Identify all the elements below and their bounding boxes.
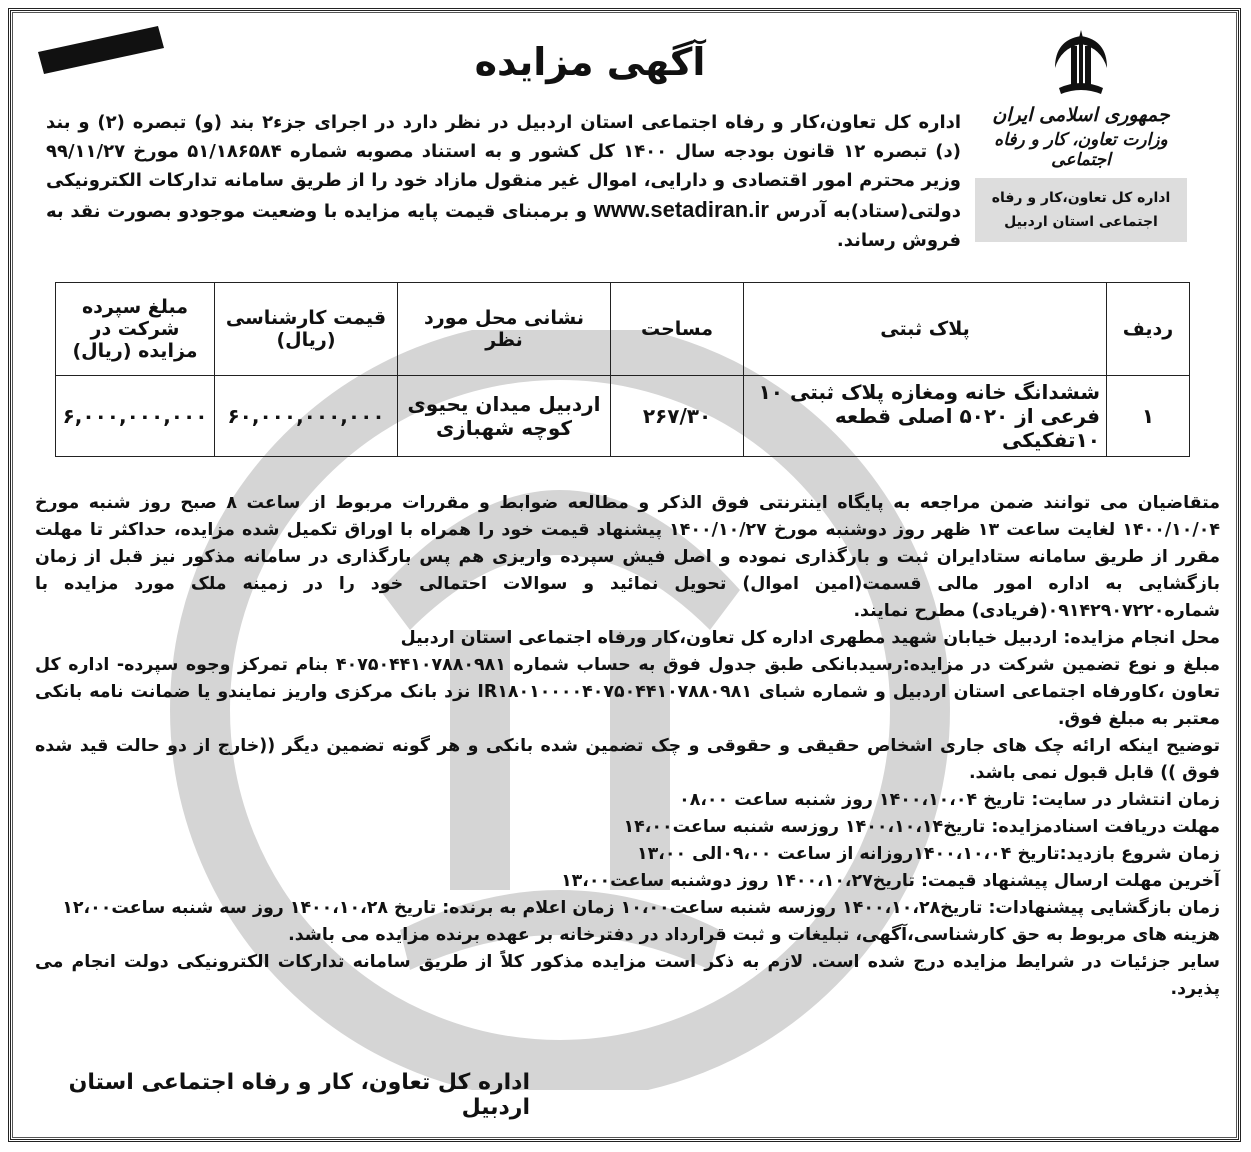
header-plate: پلاک ثبتی bbox=[744, 283, 1107, 376]
intro-text-2: و برمبنای قیمت پایه مزایده با وضعیت موجودو بصورت نقد به فروش رساند. bbox=[46, 201, 961, 251]
intro-text-1: اداره کل تعاون،کار و رفاه اجتماعی استان اردبیل در نظر دارد در اجرای جزء۲ بند (و) تبصره (۲) و بند (د) تبصره ۱۲ قانون بودجه سال ۱۴۰۰ کل کشور و به استناد مصوبه شماره ۵۱/۱۸۶۵۸۴ مورخ ۹۹/۱۱/۲۷ وزیر محترم امور اقتصادی و دارایی، اموال غیر منقول مازاد خود را از طریق سامانه تدارکات الکترونیکی دولتی(ستاد)به آدرس bbox=[46, 112, 962, 222]
paragraph-offer-deadline: آخرین مهلت ارسال پیشنهاد قیمت: تاریخ۱۴۰۰،۱۰،۲۷ روز دوشنبه ساعت۱۳،۰۰ bbox=[561, 871, 1220, 891]
website-link[interactable]: www.setadiran.ir bbox=[593, 197, 769, 222]
paragraph-costs: هزینه های مربوط به حق کارشناسی،آگهی، تبلیغات و ثبت قرارداد در دفترخانه بر عهده برنده مزایده می باشد. bbox=[288, 925, 1220, 945]
iran-emblem-icon bbox=[1041, 30, 1121, 100]
cell-area: ۲۶۷/۳۰ bbox=[611, 376, 744, 457]
header-area: مساحت bbox=[611, 283, 744, 376]
header-row-number: ردیف bbox=[1107, 283, 1190, 376]
terms-section bbox=[35, 490, 1220, 1003]
paragraph-location: محل انجام مزایده: اردبیل خیابان شهید مطهری اداره کل تعاون،کار ورفاه اجتماعی استان اردبیل bbox=[400, 628, 1220, 648]
cell-deposit: ۶,۰۰۰,۰۰۰,۰۰۰ bbox=[56, 376, 215, 457]
paragraph-publish-date: زمان انتشار در سایت: تاریخ ۱۴۰۰،۱۰،۰۴ روز شنبه ساعت ۰۸،۰۰ bbox=[679, 790, 1220, 810]
paragraph-opening-date: زمان بازگشایی پیشنهادات: تاریخ۱۴۰۰،۱۰،۲۸ روزسه شنبه ساعت۱۰،۰۰ زمان اعلام به برنده: تاریخ ۱۴۰۰،۱۰،۲۸ روز سه شنبه ساعت۱۲،۰۰ bbox=[62, 898, 1220, 918]
header-deposit: مبلغ سپرده شرکت در مزایده (ریال) bbox=[56, 283, 215, 376]
paragraph-cheques: توضیح اینکه ارائه چک های جاری اشخاص حقیقی و حقوقی و چک تضمین شده بانکی و هر گونه تضمین دیگر ((خارج از دو حالت قید شده فوق )) قابل قبول نمی باشد. bbox=[35, 736, 1220, 783]
cell-plate: ششدانگ خانه ومغازه پلاک ثبتی ۱۰ فرعی از ۵۰۲۰ اصلی قطعه ۱۰تفکیکی bbox=[744, 376, 1107, 457]
cell-price: ۶۰,۰۰۰,۰۰۰,۰۰۰ bbox=[215, 376, 398, 457]
office-line-1: اداره کل تعاون،کار و رفاه bbox=[991, 190, 1171, 206]
paragraph-instructions: متقاضیان می توانند ضمن مراجعه به پایگاه اینترنتی فوق الذکر و مطالعه ضوابط و مقررات مربوط از ساعت ۸ صبح روز شنبه مورخ ۱۴۰۰/۱۰/۰۴ لغایت ساعت ۱۳ ظهر روز دوشنبه مورخ ۱۴۰۰/۱۰/۲۷ پیشنهاد قیمت خود را همراه با اوراق تکمیل شده مزایده، حداکثر تا مهلت مقرر از طریق سامانه ستادایران ثبت و بارگذاری نموده و اصل فیش سپرده واریزی هم پس بارگذاری در سامانه مذکور نیز قبل از زمان بازگشایی به اداره امور مالی قسمت(امین اموال) تحویل نمائید و سوالات احتمالی خود را در زمینه ملک مورد مزایده با شماره۰۹۱۴۲۹۰۷۲۲۰(فریادی) مطرح نمایند. bbox=[35, 493, 1220, 621]
logo-ministry: وزارت تعاون، کار و رفاه اجتماعی bbox=[994, 130, 1168, 170]
table-row bbox=[56, 376, 1190, 457]
paragraph-guarantee: مبلغ و نوع تضمین شرکت در مزایده:رسیدبانکی طبق جدول فوق به حساب شماره ۴۰۷۵۰۴۴۱۰۷۸۸۰۹۸۱ بنام تمرکز وجوه سپرده- اداره کل تعاون ،کاورفاه اجتماعی استان اردبیل و شماره شبای IR۱۸۰۱۰۰۰۰۴۰۷۵۰۴۴۱۰۷۸۸۰۹۸۱ نزد بانک مرکزی واریز نمایندو یا ضمانت نامه بانکی معتبر به مبلغ فوق. bbox=[35, 655, 1220, 729]
ministry-logo bbox=[966, 30, 1196, 242]
header-price: قیمت کارشناسی (ریال) bbox=[215, 283, 398, 376]
paragraph-document-deadline: مهلت دریافت اسنادمزایده: تاریخ۱۴۰۰،۱۰،۱۴ روزسه شنبه ساعت۱۴،۰۰ bbox=[623, 817, 1220, 837]
office-line-2: اجتماعی استان اردبیل bbox=[1004, 214, 1158, 230]
logo-country: جمهوری اسلامی ایران bbox=[992, 104, 1170, 126]
footer-signature: اداره کل تعاون، کار و رفاه اجتماعی استان اردبیل bbox=[68, 1070, 530, 1120]
second-notice-badge: نوبت دوم bbox=[29, 7, 111, 47]
cell-row-number: ۱ bbox=[1107, 376, 1190, 457]
header-address: نشانی محل مورد نظر bbox=[398, 283, 611, 376]
intro-paragraph bbox=[46, 108, 961, 255]
cell-address: اردبیل میدان یحیوی کوچه شهبازی bbox=[398, 376, 611, 457]
auction-table bbox=[55, 282, 1190, 457]
page-title: آگهی مزایده bbox=[474, 40, 706, 84]
office-box bbox=[975, 178, 1187, 242]
paragraph-visit-start: زمان شروع بازدید:تاریخ ۱۴۰۰،۱۰،۰۴روزانه از ساعت ۰۹،۰۰الی ۱۳،۰۰ bbox=[637, 844, 1220, 864]
paragraph-details: سایر جزئیات در شرایط مزایده درج شده است. لازم به ذکر است مزایده مذکور کلاً از طریق سامانه تدارکات الکترونیکی دولت انجام می پذیرد. bbox=[35, 952, 1220, 999]
table-header-row bbox=[56, 283, 1190, 376]
